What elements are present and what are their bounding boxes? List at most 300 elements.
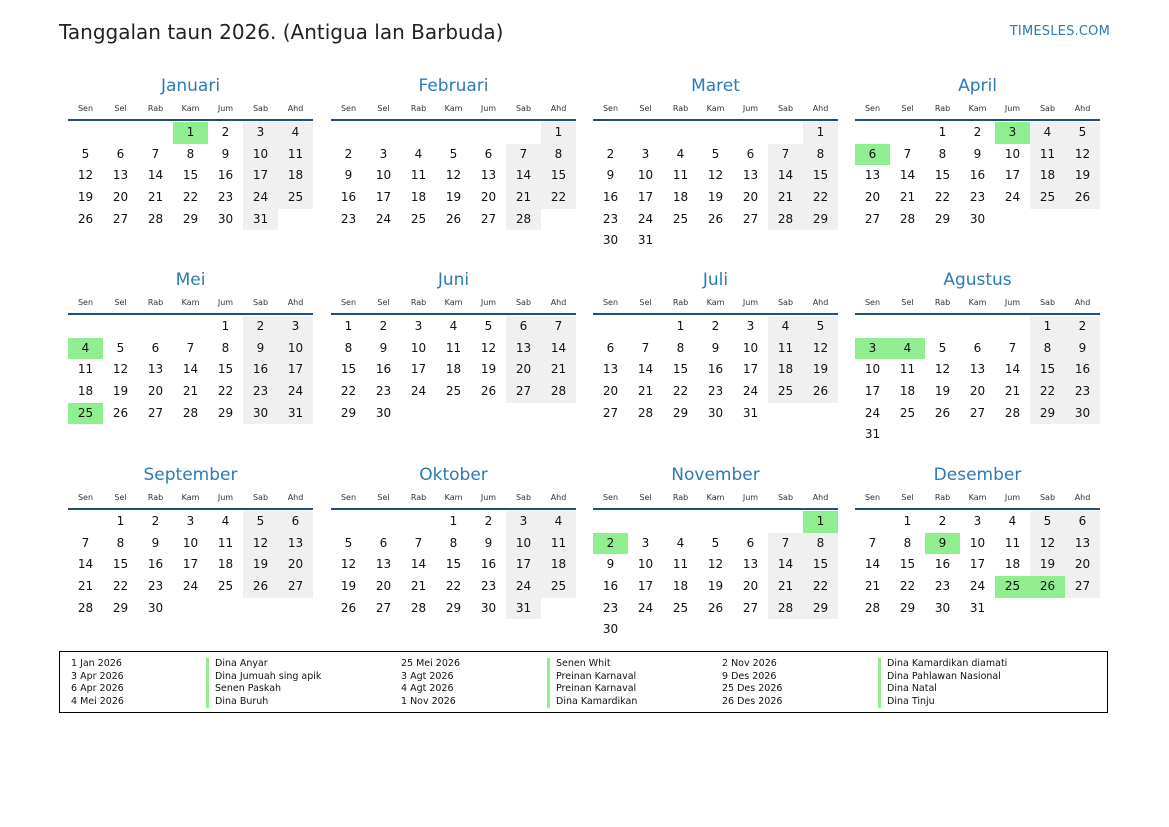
day-cell: 7: [541, 316, 576, 338]
day-cell: 2: [484, 514, 493, 528]
day-cell: 4: [676, 146, 685, 161]
weekday-label: Ahd: [287, 298, 304, 307]
day-cell: 8: [803, 144, 838, 166]
day-cell: 6: [116, 146, 125, 161]
day-cell: 3: [243, 122, 278, 144]
weekday-label: Sen: [602, 493, 619, 502]
day-cell: 5: [243, 511, 278, 533]
day-blank: [698, 122, 733, 144]
day-cell: 18: [410, 190, 427, 205]
month-title: Mei: [175, 270, 206, 290]
day-cell: 29: [803, 209, 838, 231]
holiday-dates-column: [722, 658, 782, 708]
day-cell: 5: [711, 535, 720, 550]
day-cell: 21: [768, 576, 803, 598]
day-cell: 31: [969, 600, 986, 615]
day-cell: 21: [147, 190, 164, 205]
day-cell: 23: [602, 211, 619, 226]
day-cell: 8: [449, 535, 458, 550]
weekday-header: [855, 293, 1100, 315]
day-cell: 10: [637, 168, 654, 183]
day-blank: [331, 122, 366, 144]
day-cell: 6: [1065, 511, 1100, 533]
day-cell: 20: [375, 579, 392, 594]
month-januari: [68, 73, 313, 230]
holiday-date: 3 Apr 2026: [71, 670, 124, 682]
day-blank: [401, 122, 436, 144]
day-cell: 12: [112, 362, 129, 377]
day-cell: 17: [278, 359, 313, 381]
day-cell: 29: [112, 600, 129, 615]
holiday-name: Senen Whit: [547, 658, 637, 671]
day-cell: 14: [410, 557, 427, 572]
day-cell: 14: [768, 165, 803, 187]
day-cell: 25: [445, 384, 462, 399]
day-blank: [138, 122, 173, 144]
day-cell: 2: [973, 125, 982, 139]
day-cell: 27: [480, 211, 497, 226]
day-cell: 28: [1004, 405, 1021, 420]
day-cell: 10: [637, 557, 654, 572]
holiday-name: Senen Paskah: [206, 683, 321, 696]
day-cell: 12: [1065, 144, 1100, 166]
weekday-label: Sen: [340, 493, 357, 502]
month-title: September: [143, 465, 238, 485]
day-cell: 10: [864, 362, 881, 377]
day-cell: 27: [1065, 576, 1100, 598]
day-cell: 18: [278, 165, 313, 187]
day-cell: 15: [803, 165, 838, 187]
day-cell: 25: [541, 576, 576, 598]
day-cell: 12: [480, 340, 497, 355]
day-cell: 29: [182, 211, 199, 226]
day-cell: 14: [864, 557, 881, 572]
weekday-label: Rab: [934, 298, 951, 307]
day-cell: 13: [375, 557, 392, 572]
weekday-label: Sel: [901, 104, 914, 113]
day-cell: 10: [410, 340, 427, 355]
day-cell: 2: [344, 146, 353, 161]
day-grid: [68, 510, 313, 619]
day-blank: [663, 511, 698, 533]
day-grid: [593, 315, 838, 424]
day-cell: 6: [606, 340, 615, 355]
day-cell: 20: [1065, 554, 1100, 576]
day-cell: 24: [637, 600, 654, 615]
day-cell: 22: [340, 384, 357, 399]
day-cell: 1: [1030, 316, 1065, 338]
day-cell: 31: [864, 427, 881, 442]
day-cell: 7: [186, 340, 195, 355]
day-cell: 29: [934, 211, 951, 226]
day-cell: 24: [182, 579, 199, 594]
day-blank: [663, 122, 698, 144]
day-cell: 15: [182, 168, 199, 183]
day-cell: 15: [934, 168, 951, 183]
day-cell: 12: [445, 168, 462, 183]
day-cell: 17: [969, 557, 986, 572]
weekday-label: Sen: [340, 298, 357, 307]
day-cell: 11: [899, 362, 916, 377]
weekday-label: Jum: [742, 493, 759, 502]
weekday-header: [593, 99, 838, 121]
weekday-label: Sab: [777, 104, 794, 113]
holiday-day-cell: 3: [855, 338, 890, 360]
weekday-label: Ahd: [812, 493, 829, 502]
day-cell: 11: [77, 362, 94, 377]
day-cell: 16: [217, 168, 234, 183]
day-cell: 15: [803, 554, 838, 576]
day-cell: 6: [379, 535, 388, 550]
day-cell: 8: [803, 533, 838, 555]
day-cell: 4: [1030, 122, 1065, 144]
weekday-header: [68, 488, 313, 510]
day-cell: 24: [637, 211, 654, 226]
day-cell: 26: [934, 405, 951, 420]
day-cell: 28: [77, 600, 94, 615]
day-cell: 26: [77, 211, 94, 226]
day-cell: 17: [410, 362, 427, 377]
day-cell: 2: [1065, 316, 1100, 338]
day-blank: [173, 316, 208, 338]
day-cell: 16: [969, 168, 986, 183]
month-title: Oktober: [419, 465, 488, 485]
day-cell: 24: [864, 405, 881, 420]
day-grid: [331, 510, 576, 619]
day-cell: 19: [803, 359, 838, 381]
weekday-label: Ahd: [812, 104, 829, 113]
day-cell: 18: [217, 557, 234, 572]
weekday-label: Sab: [252, 493, 269, 502]
holiday-date: 2 Nov 2026: [722, 658, 777, 669]
day-cell: 24: [410, 384, 427, 399]
day-cell: 11: [1030, 144, 1065, 166]
day-cell: 25: [1030, 187, 1065, 209]
day-cell: 20: [742, 579, 759, 594]
holiday-name: Dina Anyar: [206, 658, 321, 671]
day-cell: 13: [602, 362, 619, 377]
day-cell: 1: [116, 514, 125, 528]
day-cell: 18: [77, 384, 94, 399]
month-november: [593, 462, 838, 641]
day-cell: 23: [934, 579, 951, 594]
day-cell: 11: [672, 168, 689, 183]
day-cell: 16: [934, 557, 951, 572]
day-cell: 22: [182, 190, 199, 205]
day-cell: 14: [768, 554, 803, 576]
weekday-label: Jum: [480, 298, 497, 307]
weekday-label: Sel: [114, 493, 127, 502]
month-title: Juni: [437, 270, 470, 290]
day-cell: 5: [711, 146, 720, 161]
day-cell: 22: [934, 190, 951, 205]
day-cell: 3: [746, 319, 755, 333]
holiday-name: Dina Natal: [878, 683, 1007, 696]
day-blank: [138, 316, 173, 338]
day-cell: 31: [637, 233, 654, 248]
holiday-day-cell: 25: [995, 576, 1030, 598]
day-cell: 28: [541, 381, 576, 403]
day-cell: 21: [864, 579, 881, 594]
weekday-label: Rab: [672, 298, 689, 307]
month-title: Desember: [933, 465, 1022, 485]
day-blank: [593, 122, 628, 144]
weekday-label: Ahd: [1074, 104, 1091, 113]
month-desember: [855, 462, 1100, 619]
day-blank: [103, 316, 138, 338]
day-cell: 6: [506, 316, 541, 338]
holiday-date: 3 Agt 2026: [401, 670, 454, 682]
weekday-header: [855, 488, 1100, 510]
day-blank: [436, 122, 471, 144]
day-cell: 6: [746, 146, 755, 161]
day-cell: 23: [707, 384, 724, 399]
day-grid: [331, 121, 576, 230]
day-cell: 18: [899, 384, 916, 399]
day-cell: 19: [934, 384, 951, 399]
holiday-day-cell: 26: [1030, 576, 1065, 598]
weekday-label: Ahd: [287, 104, 304, 113]
day-cell: 14: [541, 338, 576, 360]
weekday-label: Jum: [217, 104, 234, 113]
weekday-label: Rab: [410, 493, 427, 502]
day-cell: 18: [672, 190, 689, 205]
day-cell: 6: [746, 535, 755, 550]
weekday-label: Sen: [864, 493, 881, 502]
day-cell: 13: [969, 362, 986, 377]
weekday-label: Kam: [444, 298, 463, 307]
day-cell: 23: [969, 190, 986, 205]
day-blank: [471, 122, 506, 144]
day-grid: [855, 315, 1100, 446]
day-cell: 7: [151, 146, 160, 161]
day-cell: 13: [112, 168, 129, 183]
day-cell: 20: [480, 190, 497, 205]
day-cell: 11: [672, 557, 689, 572]
weekday-label: Sab: [515, 104, 532, 113]
weekday-label: Ahd: [550, 298, 567, 307]
holiday-day-cell: 4: [68, 338, 103, 360]
day-cell: 23: [375, 384, 392, 399]
weekday-label: Jum: [742, 104, 759, 113]
day-cell: 10: [243, 144, 278, 166]
holiday-name: Preinan Karnaval: [547, 683, 637, 696]
day-cell: 8: [116, 535, 125, 550]
day-cell: 11: [278, 144, 313, 166]
day-cell: 3: [641, 146, 650, 161]
day-cell: 1: [903, 514, 912, 528]
month-title: Januari: [160, 76, 221, 96]
day-cell: 21: [768, 187, 803, 209]
day-cell: 4: [676, 535, 685, 550]
day-cell: 5: [803, 316, 838, 338]
day-cell: 28: [864, 600, 881, 615]
day-cell: 14: [77, 557, 94, 572]
day-cell: 10: [506, 533, 541, 555]
weekday-label: Sel: [377, 493, 390, 502]
day-cell: 23: [340, 211, 357, 226]
day-cell: 2: [938, 514, 947, 528]
holiday-name: Dina Jumuah sing apik: [206, 671, 321, 684]
day-blank: [331, 511, 366, 533]
day-cell: 10: [375, 168, 392, 183]
day-blank: [366, 511, 401, 533]
day-cell: 13: [1065, 533, 1100, 555]
holiday-names-column: [878, 658, 1007, 708]
day-cell: 22: [217, 384, 234, 399]
day-cell: 24: [375, 211, 392, 226]
holiday-date: 26 Des 2026: [722, 695, 783, 707]
weekday-label: Sel: [377, 104, 390, 113]
day-cell: 4: [221, 514, 230, 528]
day-cell: 7: [868, 535, 877, 550]
day-cell: 15: [541, 165, 576, 187]
day-cell: 17: [1004, 168, 1021, 183]
day-cell: 11: [410, 168, 427, 183]
day-cell: 27: [742, 211, 759, 226]
weekday-label: Sel: [639, 493, 652, 502]
day-cell: 4: [541, 511, 576, 533]
day-cell: 11: [1004, 535, 1021, 550]
holiday-name: Dina Tinju: [878, 696, 1007, 709]
weekday-label: Kam: [181, 104, 200, 113]
weekday-label: Sab: [515, 298, 532, 307]
day-cell: 5: [1065, 122, 1100, 144]
day-cell: 28: [768, 209, 803, 231]
day-blank: [698, 511, 733, 533]
weekday-label: Sen: [340, 104, 357, 113]
day-cell: 2: [221, 125, 230, 139]
day-cell: 2: [606, 146, 615, 161]
day-cell: 20: [742, 190, 759, 205]
day-cell: 20: [147, 384, 164, 399]
holiday-day-cell: 6: [855, 144, 890, 166]
brand-link[interactable]: TIMESLES.COM: [1009, 24, 1110, 39]
weekday-label: Jum: [1004, 104, 1021, 113]
day-cell: 30: [217, 211, 234, 226]
day-cell: 4: [768, 316, 803, 338]
weekday-header: [331, 488, 576, 510]
day-cell: 30: [707, 405, 724, 420]
day-cell: 12: [934, 362, 951, 377]
holiday-day-cell: 2: [593, 533, 628, 555]
day-cell: 11: [445, 340, 462, 355]
weekday-label: Kam: [706, 298, 725, 307]
day-cell: 18: [1030, 165, 1065, 187]
day-cell: 15: [672, 362, 689, 377]
month-juli: [593, 267, 838, 424]
day-cell: 18: [541, 554, 576, 576]
day-cell: 19: [445, 190, 462, 205]
day-cell: 15: [217, 362, 234, 377]
day-cell: 28: [899, 211, 916, 226]
day-cell: 22: [541, 187, 576, 209]
weekday-label: Sen: [602, 298, 619, 307]
holiday-date: 25 Des 2026: [722, 683, 783, 695]
day-cell: 25: [672, 600, 689, 615]
day-cell: 17: [243, 165, 278, 187]
day-cell: 19: [77, 190, 94, 205]
day-cell: 21: [899, 190, 916, 205]
weekday-label: Sab: [252, 298, 269, 307]
day-cell: 27: [375, 600, 392, 615]
day-cell: 25: [410, 211, 427, 226]
day-cell: 21: [1004, 384, 1021, 399]
day-cell: 11: [217, 535, 234, 550]
day-cell: 24: [742, 384, 759, 399]
day-cell: 18: [445, 362, 462, 377]
day-cell: 14: [147, 168, 164, 183]
day-cell: 13: [864, 168, 881, 183]
day-cell: 15: [899, 557, 916, 572]
weekday-label: Ahd: [550, 493, 567, 502]
day-cell: 1: [344, 319, 353, 333]
day-cell: 15: [1030, 359, 1065, 381]
day-cell: 25: [768, 381, 803, 403]
day-blank: [855, 316, 890, 338]
day-cell: 6: [151, 340, 160, 355]
day-cell: 12: [707, 168, 724, 183]
weekday-label: Sab: [777, 298, 794, 307]
weekday-label: Sel: [901, 493, 914, 502]
day-cell: 12: [340, 557, 357, 572]
month-februari: [331, 73, 576, 230]
day-cell: 5: [1030, 511, 1065, 533]
day-cell: 8: [903, 535, 912, 550]
day-cell: 29: [340, 405, 357, 420]
day-blank: [628, 511, 663, 533]
day-cell: 7: [641, 340, 650, 355]
weekday-label: Sel: [114, 104, 127, 113]
day-cell: 19: [340, 579, 357, 594]
day-cell: 23: [217, 190, 234, 205]
month-mei: [68, 267, 313, 424]
weekday-label: Sen: [864, 298, 881, 307]
day-cell: 7: [1008, 340, 1017, 355]
weekday-label: Kam: [968, 298, 987, 307]
weekday-label: Kam: [968, 493, 987, 502]
day-cell: 6: [278, 511, 313, 533]
day-cell: 17: [742, 362, 759, 377]
weekday-label: Sel: [377, 298, 390, 307]
day-cell: 21: [410, 579, 427, 594]
day-cell: 25: [217, 579, 234, 594]
day-cell: 1: [676, 319, 685, 333]
day-cell: 4: [449, 319, 458, 333]
day-cell: 30: [480, 600, 497, 615]
day-blank: [925, 316, 960, 338]
month-september: [68, 462, 313, 619]
day-cell: 7: [768, 533, 803, 555]
holiday-date: 25 Mei 2026: [401, 658, 460, 669]
day-cell: 5: [484, 319, 493, 333]
day-cell: 22: [803, 576, 838, 598]
day-cell: 9: [151, 535, 160, 550]
day-cell: 31: [742, 405, 759, 420]
weekday-label: Jum: [1004, 298, 1021, 307]
weekday-label: Sab: [1039, 298, 1056, 307]
holiday-name: Dina Kamardikan diamati: [878, 658, 1007, 671]
day-cell: 1: [803, 122, 838, 144]
weekday-label: Ahd: [1074, 493, 1091, 502]
day-cell: 3: [506, 511, 541, 533]
weekday-label: Kam: [181, 298, 200, 307]
day-cell: 16: [243, 359, 278, 381]
day-blank: [890, 122, 925, 144]
weekday-label: Rab: [934, 104, 951, 113]
day-cell: 22: [899, 579, 916, 594]
day-cell: 22: [1030, 381, 1065, 403]
